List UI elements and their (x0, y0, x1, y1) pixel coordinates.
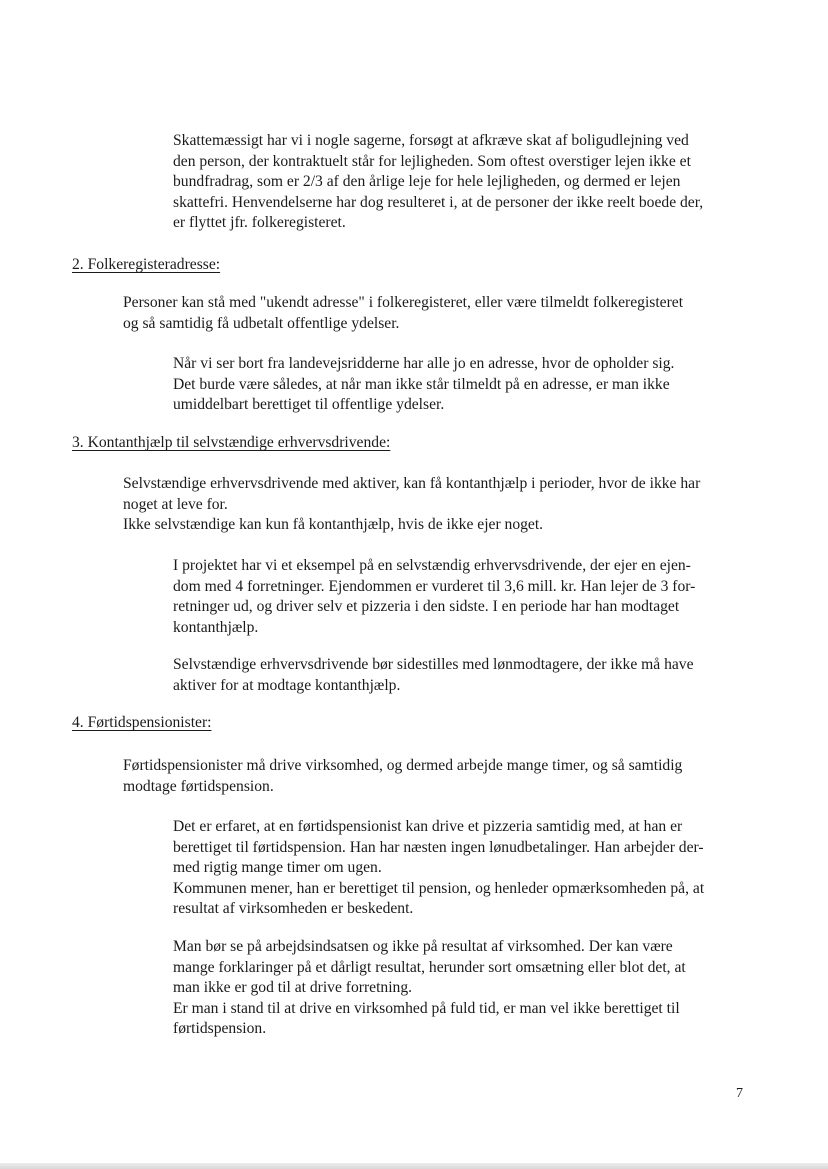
note-paragraph: Det er erfaret, at en førtidspensionist kan drive et pizzeria samtidig med, at han er berettiget til førtidspension. Han har næsten ingen lønudbetalinger. Han arbejder der- med rigtig mange timer om ugen. Kommunen mener, han er berettiget til pension, og henleder opmærksomheden på, at resultat af virksomheden er beskedent. (173, 818, 705, 918)
note-paragraph: I projektet har vi et eksempel på en selvstændig erhvervsdrivende, der ejer en ejen- dom med 4 forretninger. Ejendommen er vurderet til 3,6 mill. kr. Han lejer de 3 for- retninger ud, og driver selv et pizzeria i den sidste. I en periode har han modtaget kontanthjælp. (173, 557, 696, 636)
section-body-folkeregisteradresse (123, 293, 773, 334)
section-heading-folkeregisteradresse: 2. Folkeregisteradresse: (72, 256, 221, 273)
section-paragraph: Personer kan stå med "ukendt adresse" i folkeregisteret, eller være tilmeldt folkeregisteret og så samtidig få udbetalt offentlige ydelser. (123, 294, 684, 332)
intro-block (173, 131, 773, 234)
section-body-kontanthjaelp (123, 474, 773, 536)
note-paragraph: Når vi ser bort fra landevejsridderne har alle jo en adresse, hvor de opholder sig. Det burde være således, at når man ikke står tilmeldt på en adresse, er man ikke umiddelbart berettiget til offentlige ydelser. (173, 355, 675, 414)
note-paragraph: Selvstændige erhvervsdrivende bør sidestilles med lønmodtagere, der ikke må have aktiver for at modtage kontanthjælp. (173, 656, 694, 694)
section-heading-fortidspensionister: 4. Førtidspensionister: (72, 714, 212, 731)
section-note-kontanthjaelp-example (173, 556, 773, 638)
section-note-fortidspensionister-recommendation (173, 937, 773, 1040)
page-number: 7 (736, 1086, 743, 1101)
section-note-kontanthjaelp-recommendation (173, 655, 773, 696)
intro-paragraph: Skattemæssigt har vi i nogle sagerne, forsøgt at afkræve skat af boligudlejning ved den person, der kontraktuelt står for lejligheden. Som oftest overstiger lejen ikke et bundfradrag, som er 2/3 af den årlige leje for hele lejligheden, og dermed er lejen skattefri. Henvendelserne har dog resulteret i, at de personer der ikke reelt boede der, er flyttet jfr. folkeregisteret. (173, 132, 704, 232)
section-note-fortidspensionister-example (173, 817, 773, 920)
section-paragraph: Selvstændige erhvervsdrivende med aktiver, kan få kontanthjælp i perioder, hvor de ikke har noget at leve for. Ikke selvstændige kan kun få kontanthjælp, hvis de ikke ejer noget. (123, 475, 701, 534)
section-body-fortidspensionister (123, 756, 773, 797)
section-paragraph: Førtidspensionister må drive virksomhed, og dermed arbejde mange timer, og så samtidig modtage førtidspension. (123, 757, 683, 795)
scan-bottom-edge (0, 1163, 828, 1169)
section-note-folkeregisteradresse (173, 354, 773, 416)
section-heading-kontanthjaelp: 3. Kontanthjælp til selvstændige erhvervsdrivende: (72, 434, 391, 451)
note-paragraph: Man bør se på arbejdsindsatsen og ikke på resultat af virksomhed. Der kan være mange forklaringer på et dårligt resultat, herunder sort omsætning eller blot det, at man ikke er god til at drive forretning. Er man i stand til at drive en virksomhed på fuld tid, er man vel ikke berettiget til førtidspension. (173, 938, 686, 1038)
